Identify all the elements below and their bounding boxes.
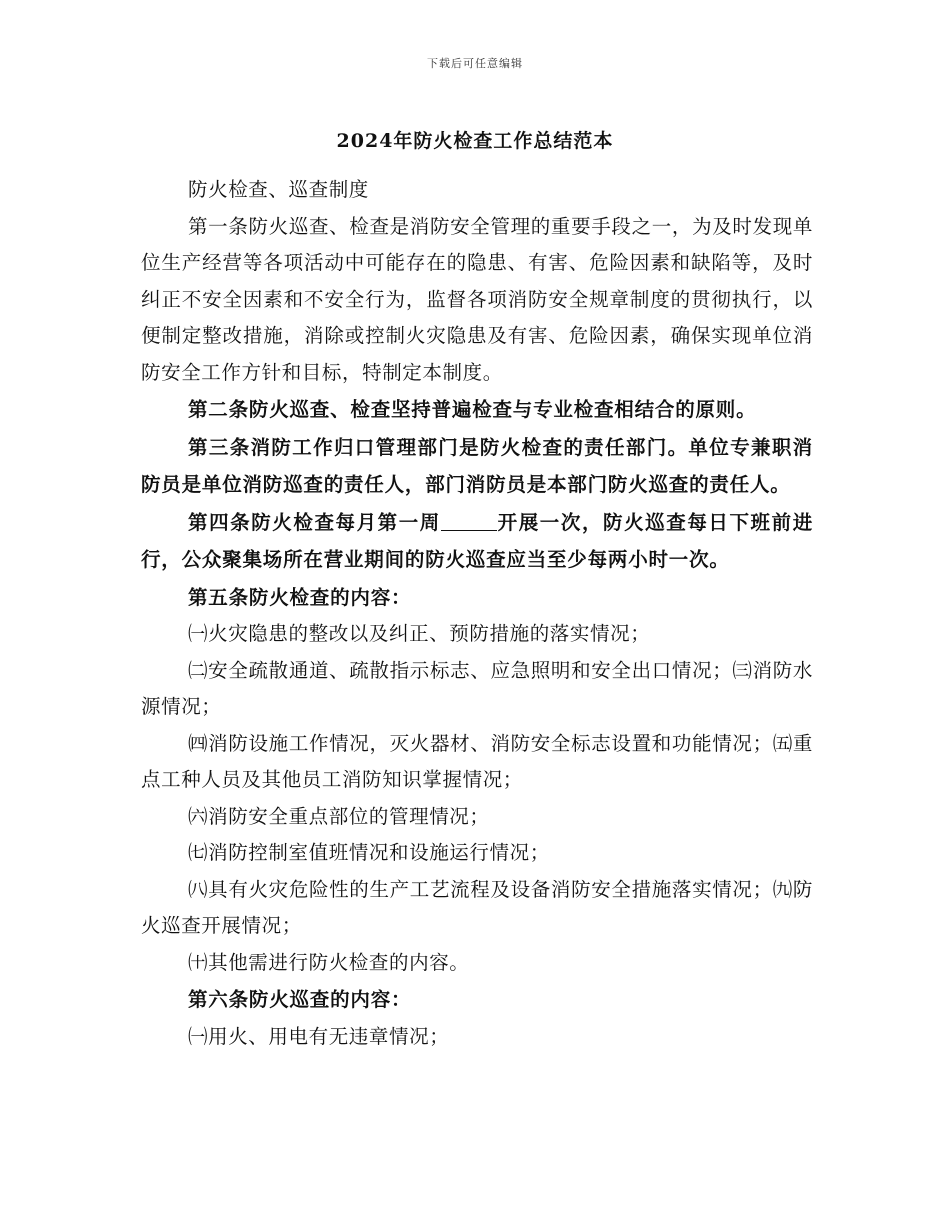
article-5-item-1: ㈠火灾隐患的整改以及纠正、预防措施的落实情况； [188, 622, 651, 645]
article-4-text-end: 开展一次，防火巡查每日下班前进行，公众聚集场所在营业期间的防火巡查应当至少每两小时一次。 [141, 510, 813, 571]
article-3: 第三条消防工作归口管理部门是防火检查的责任部门。单位专兼职消防员是单位消防巡查的责任人，部门消防员是本部门防火巡查的责任人。 [141, 435, 813, 496]
article-1: 第一条防火巡查、检查是消防安全管理的重要手段之一，为及时发现单位生产经营等各项活动中可能存在的隐患、有害、危险因素和缺陷等，及时纠正不安全因素和不安全行为，监督各项消防安全规章制度的贯彻执行，以便制定整改措施，消除或控制火灾隐患及有害、危险因素，确保实现单位消防安全工作方针和目标，特制定本制度。 [141, 214, 813, 384]
document-title: 2024年防火检查工作总结范本 [336, 130, 614, 152]
article-5-item-6: ㈥消防安全重点部位的管理情况； [188, 804, 490, 828]
article-2: 第二条防火巡查、检查坚持普遍检查与专业检查相结合的原则。 [188, 398, 757, 421]
article-5-item-4-5: ㈣消防设施工作情况，灭火器材、消防安全标志设置和功能情况；㈤重点工种人员及其他员工消防知识掌握情况； [141, 731, 813, 791]
article-6-heading: 第六条防火巡查的内容： [188, 988, 412, 1011]
fill-in-blank [441, 512, 497, 531]
article-5-item-10: ㈩其他需进行防火检查的内容。 [188, 950, 470, 974]
article-6-item-1: ㈠用火、用电有无违章情况； [188, 1024, 450, 1048]
article-5-item-7: ㈦消防控制室值班情况和设施运行情况； [188, 841, 550, 864]
article-4 [141, 504, 813, 579]
article-4-text-start: 第四条防火检查每月第一周 [188, 510, 441, 534]
page-header-note: 下载后可任意编辑 [427, 57, 523, 70]
section-heading: 防火检查、巡查制度 [188, 178, 369, 201]
article-5-item-8-9: ㈧具有火灾危险性的生产工艺流程及设备消防安全措施落实情况；㈨防火巡查开展情况； [141, 877, 813, 937]
article-5-heading: 第五条防火检查的内容： [188, 585, 412, 609]
article-5-item-2-3: ㈡安全疏散通道、疏散指示标志、应急照明和安全出口情况；㈢消防水源情况； [141, 658, 813, 718]
document-body [141, 172, 813, 1055]
